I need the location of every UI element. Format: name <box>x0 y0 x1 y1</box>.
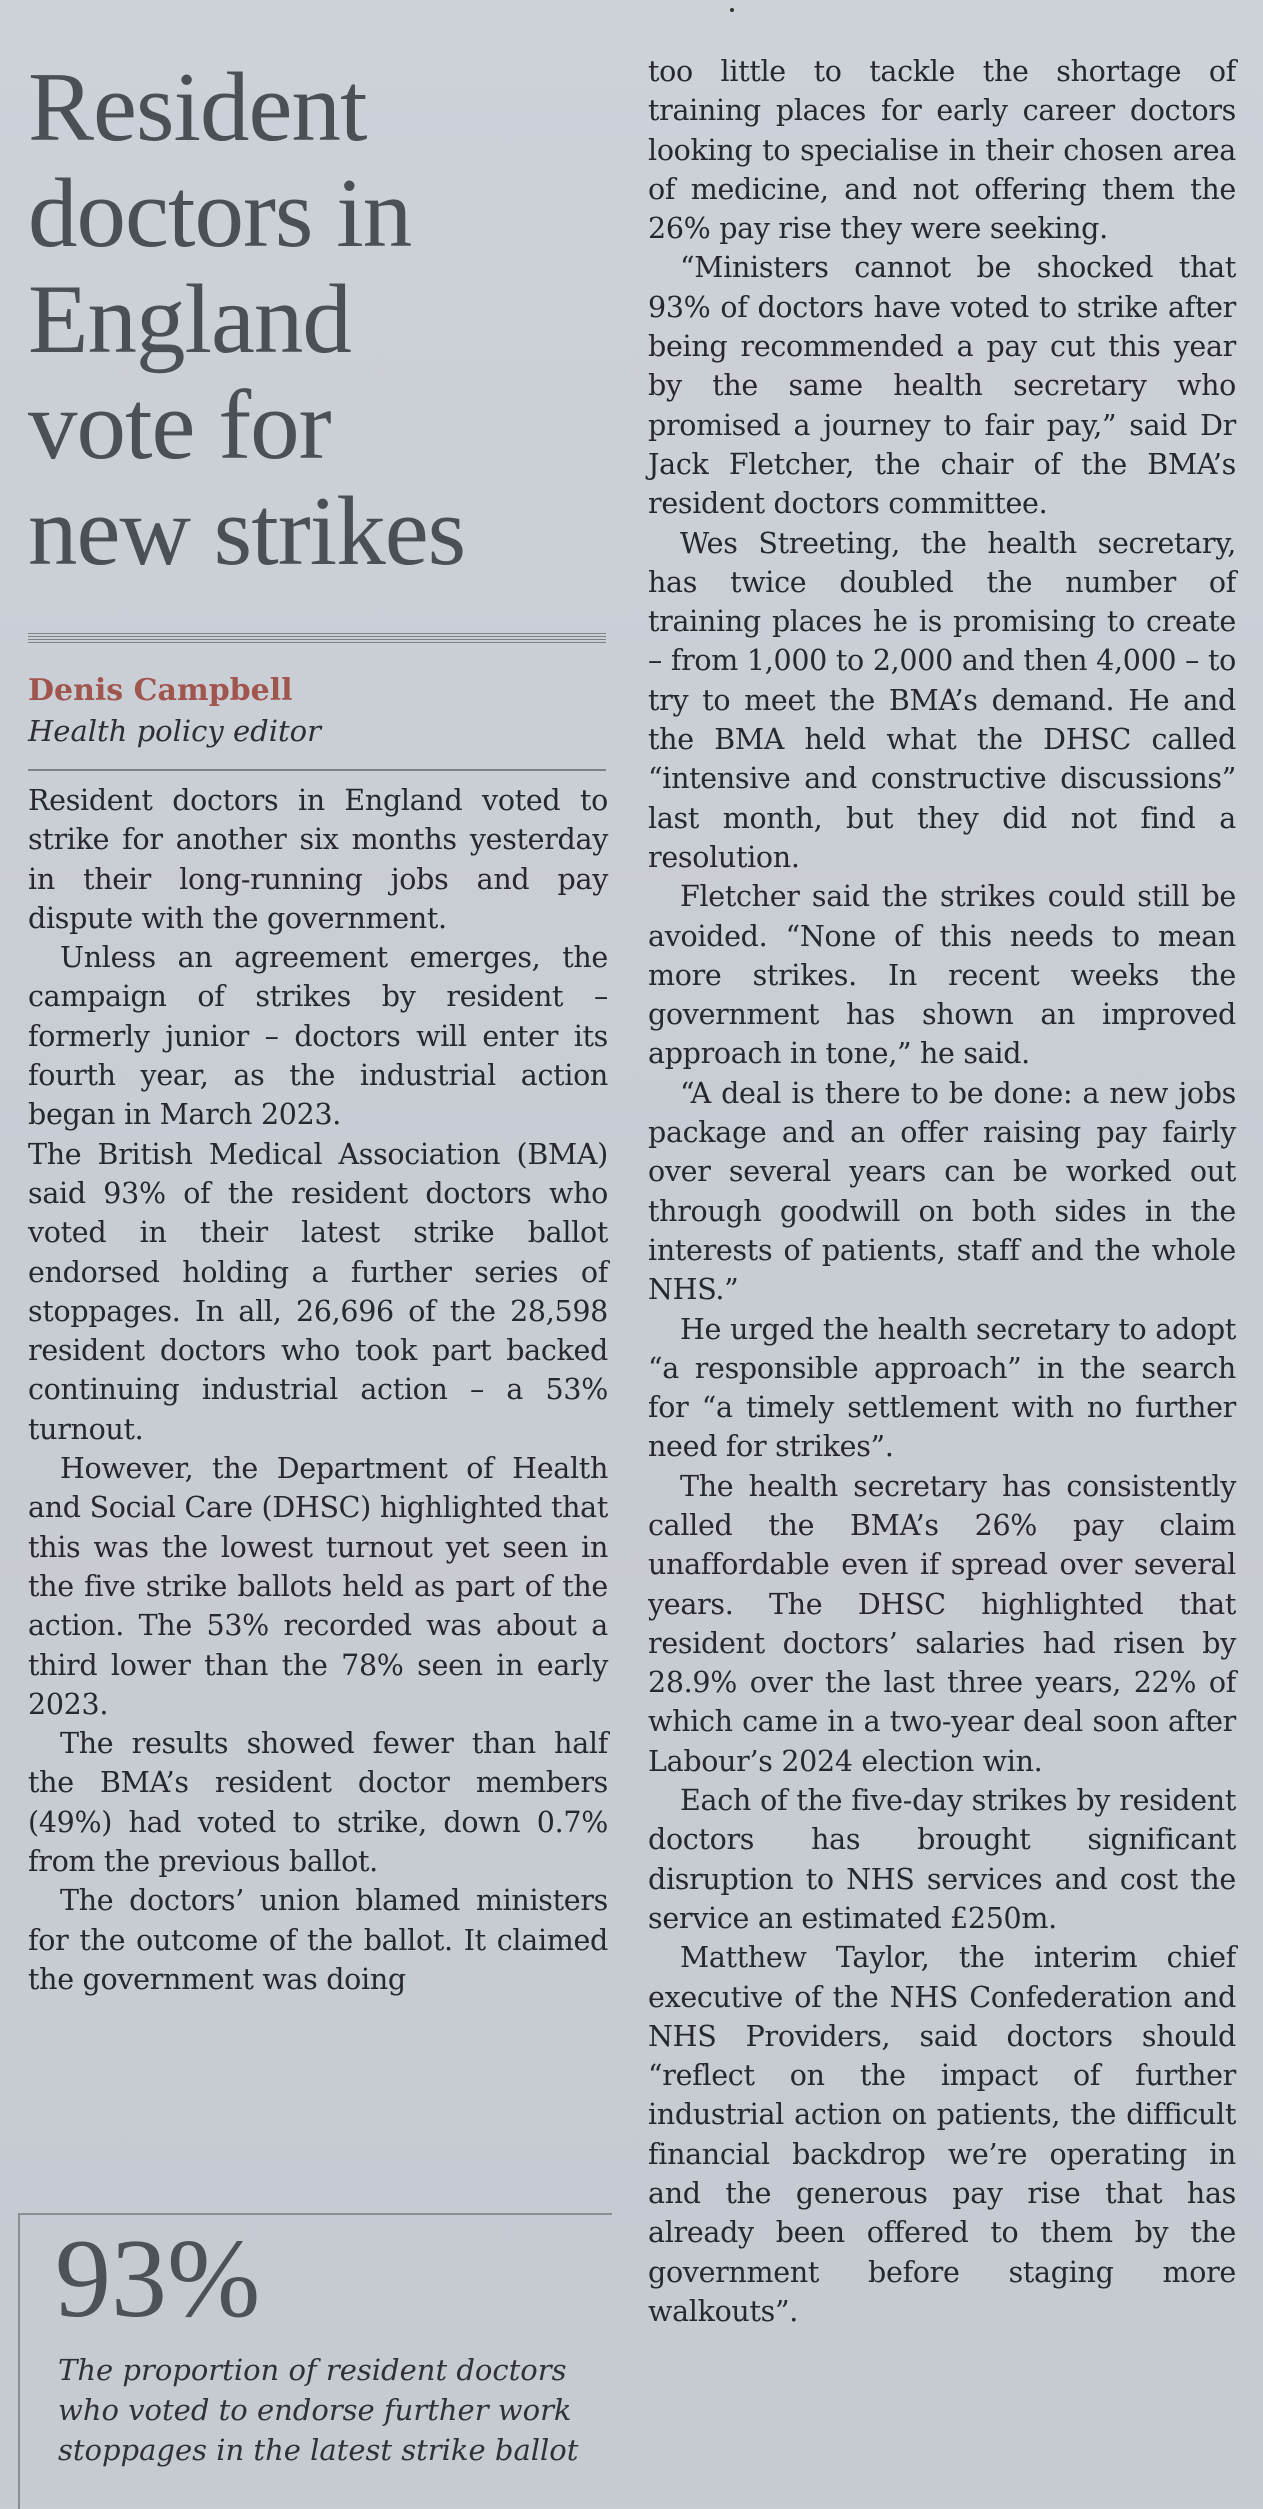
paragraph: The health secretary has consistently called the BMA’s 26% pay claim unaffordable even if spread over several years. The DHSC highlighted that resident doctors’ salaries had risen by 28.9% over the last three years, 22% of which came in a two-year deal soon after Labour’s 2024 election win. <box>648 1469 1236 1778</box>
paragraph: “A deal is there to be done: a new jobs package and an offer raising pay fairly over several years can be worked out through goodwill on both sides in the interests of patients, staff and the whole NHS.” <box>648 1076 1236 1307</box>
article-body-right <box>648 52 1236 2331</box>
byline-rule <box>28 769 606 771</box>
headline-line: new strikes <box>28 477 466 586</box>
headline-line: vote for <box>28 371 331 480</box>
byline-name: Denis Campbell <box>28 673 293 708</box>
paragraph: The results showed fewer than half the BMA’s resident doctor members (49%) had voted to strike, down 0.7% from the previous ballot. <box>28 1727 608 1879</box>
pull-quote-figure: 93% <box>55 2217 261 2341</box>
paragraph: Unless an agreement emerges, the campaign of strikes by resident – formerly junior – doctors will enter its fourth year, as the industrial action began in March 2023. <box>28 941 608 1132</box>
paragraph: Resident doctors in England voted to strike for another six months yesterday in their long-running jobs and pay dispute with the government. <box>28 784 608 935</box>
paragraph: However, the Department of Health and Social Care (DHSC) highlighted that this was the lowest turnout yet seen in the five strike ballots held as part of the action. The 53% recorded was about a third lower than the 78% seen in early 2023. <box>28 1452 608 1721</box>
byline-role: Health policy editor <box>28 714 321 748</box>
paragraph: Fletcher said the strikes could still be avoided. “None of this needs to mean more strikes. In recent weeks the government has shown an improved approach in tone,” he said. <box>648 880 1236 1071</box>
paragraph: The British Medical Association (BMA) said 93% of the resident doctors who voted in their latest strike ballot endorsed holding a further series of stoppages. In all, 26,696 of the 28,598 resident doctors who took part backed continuing industrial action – a 53% turnout. <box>28 1137 608 1446</box>
paragraph: Each of the five-day strikes by resident doctors has brought significant disruption to NHS services and cost the service an estimated £250m. <box>648 1784 1236 1935</box>
pull-quote-box <box>18 2213 612 2509</box>
paragraph: The doctors’ union blamed ministers for the outcome of the ballot. It claimed the government was doing <box>28 1884 608 1996</box>
paragraph: Matthew Taylor, the interim chief executive of the NHS Confederation and NHS Providers, said doctors should “reflect on the impact of further industrial action on patients, the difficult financial backdrop we’re operating in and the generous pay rise that has already been offered to them by the government before staging more walkouts”. <box>648 1941 1236 2328</box>
paragraph: “Ministers cannot be shocked that 93% of doctors have voted to strike after being recommended a pay cut this year by the same health secretary who promised a journey to fair pay,” said Dr Jack Fletcher, the chair of the BMA’s resident doctors committee. <box>648 251 1236 521</box>
left-column <box>28 55 608 1999</box>
pull-quote-caption: The proportion of resident doctors who voted to endorse further work stoppages in the latest strike ballot <box>58 2353 579 2467</box>
paragraph: Wes Streeting, the health secretary, has twice doubled the number of training places he is promising to create – from 1,000 to 2,000 and then 4,000 – to try to meet the BMA’s demand. He and the BMA held what the DHSC called “intensive and constructive discussions” last month, but they did not find a resolution. <box>648 526 1236 874</box>
headline-rule <box>28 633 606 643</box>
paragraph: He urged the health secretary to adopt “a responsible approach” in the search for “a timely settlement with no further need for strikes”. <box>648 1312 1236 1464</box>
paragraph: too little to tackle the shortage of training places for early career doctors looking to specialise in their chosen area of medicine, and not offering them the 26% pay rise they were seeking. <box>648 55 1236 246</box>
headline-line: doctors in <box>28 159 412 268</box>
right-column <box>648 52 1236 2331</box>
headline-line: England <box>28 265 351 374</box>
headline <box>28 55 608 585</box>
article-body-left <box>28 781 608 1999</box>
print-speck <box>730 8 734 12</box>
headline-line: Resident <box>28 53 367 162</box>
